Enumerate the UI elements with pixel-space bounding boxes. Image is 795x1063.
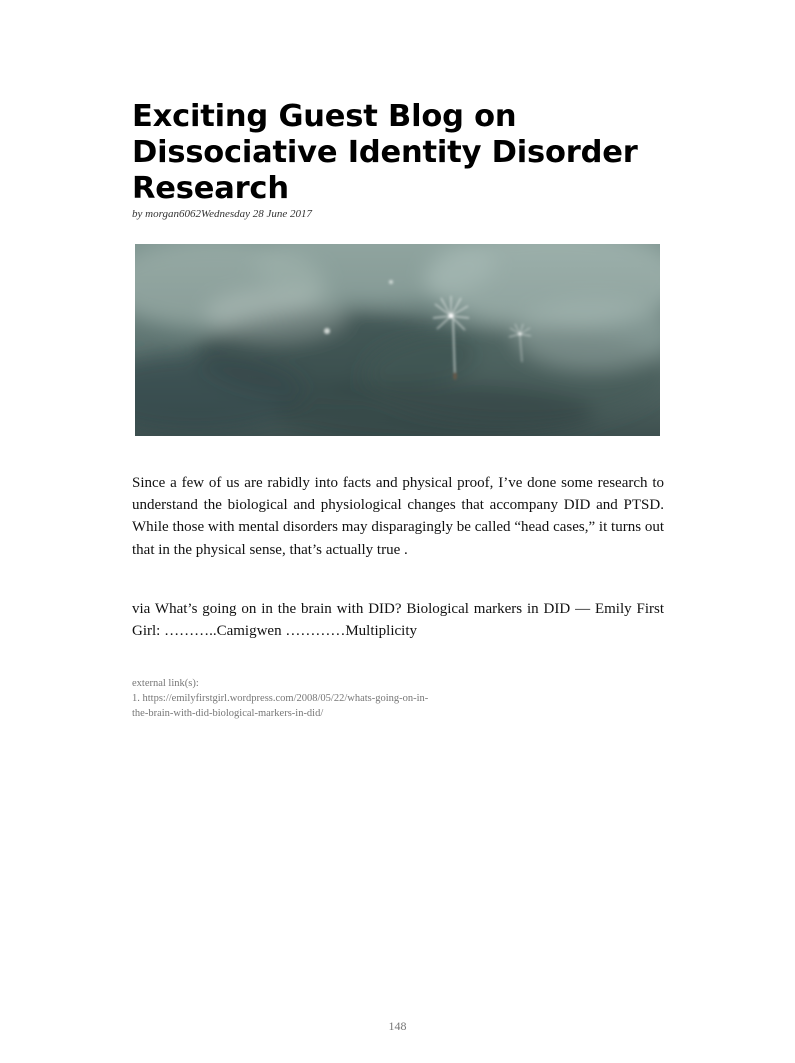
external-link-line-2[interactable]: the-brain-with-did-biological-markers-in-did/ [132,708,324,719]
external-links [132,676,532,721]
external-links-heading: external link(s): [132,678,199,689]
article-paragraph: Since a few of us are rabidly into facts and physical proof, I’ve done some research to understand the biological and physiological changes that accompany DID and PTSD. While those with mental disorders may disparagingly be called “head cases,” it turns out that in the physical sense, that’s actually true . [132,475,664,558]
hero-image [135,244,660,436]
via-link[interactable]: via What’s going on in the brain with DID? Biological markers in DID — Emily First Girl: ………..Camigwen …………Multiplicity [132,601,664,640]
external-link-line-1[interactable]: 1. https://emilyfirstgirl.wordpress.com/2008/05/22/whats-going-on-in- [132,693,429,704]
article-byline: by morgan6062Wednesday 28 June 2017 [132,208,313,220]
article-title: Exciting Guest Blog on Dissociative Identity Disorder Research [132,99,638,206]
page-number: 148 [388,1019,407,1033]
